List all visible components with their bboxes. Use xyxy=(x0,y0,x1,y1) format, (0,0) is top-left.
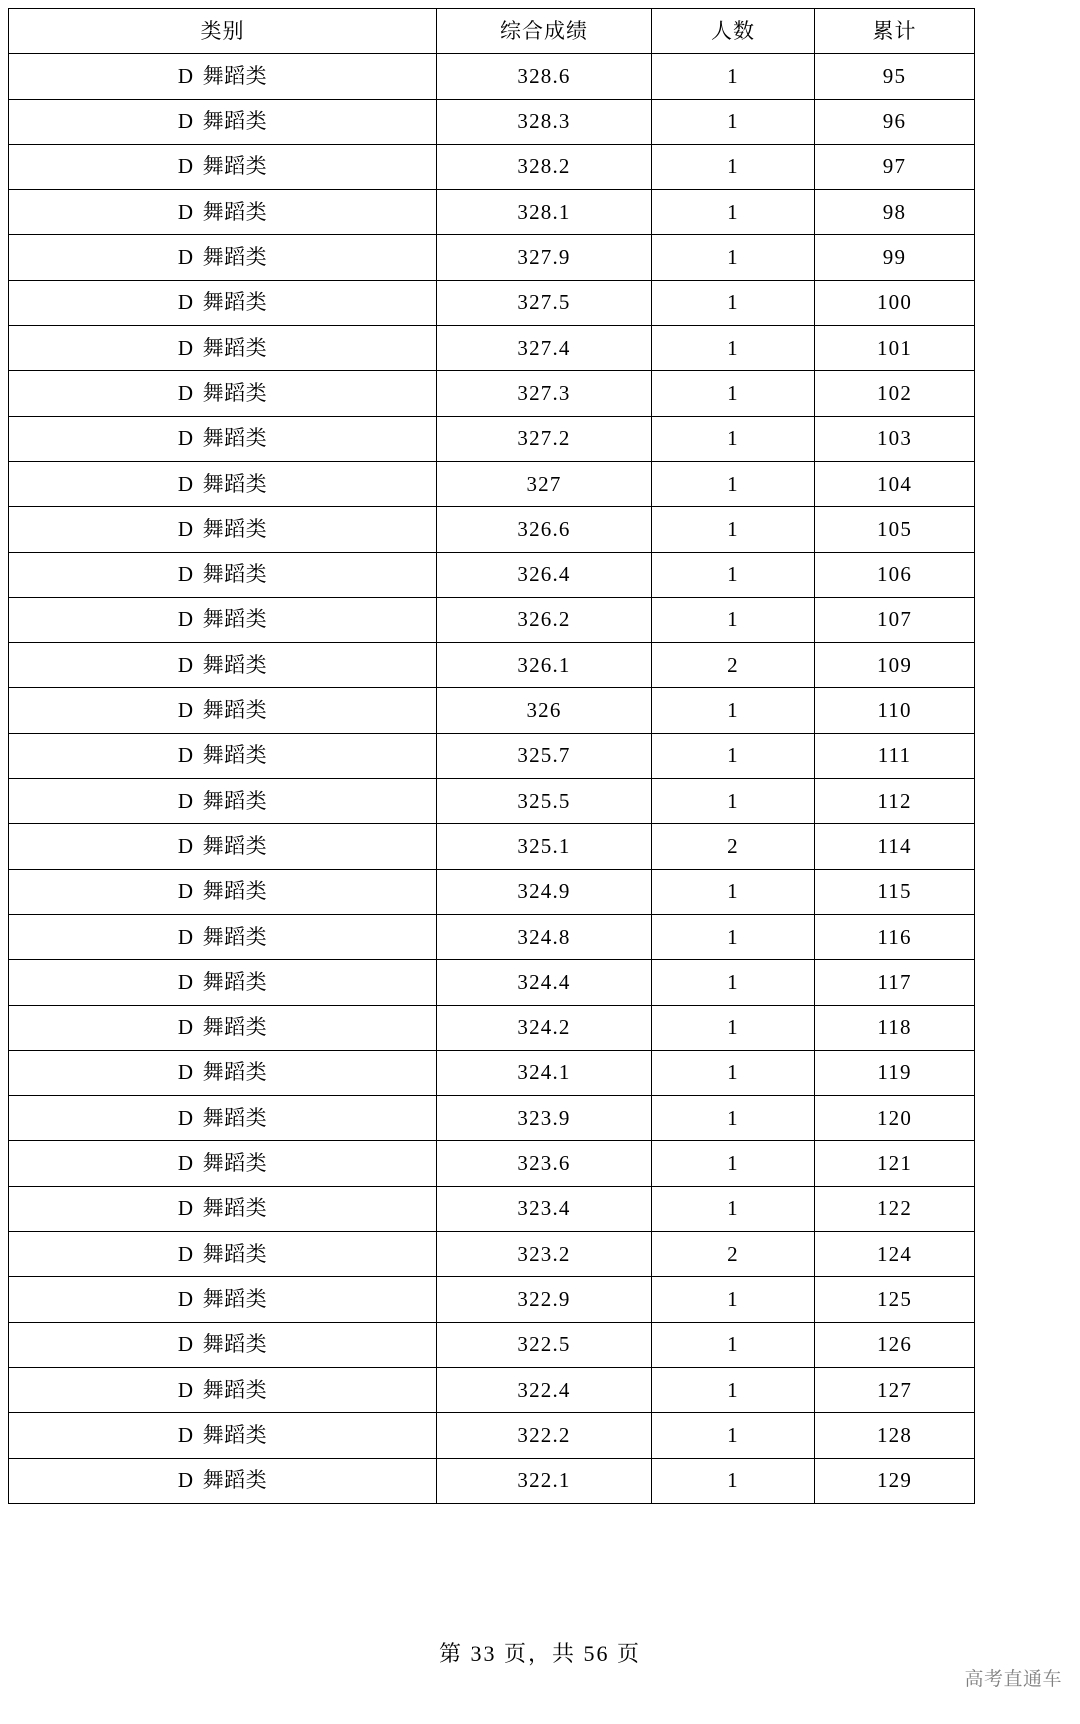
cell-score: 325.1 xyxy=(437,824,652,869)
cell-category xyxy=(9,1005,437,1050)
category-name: 舞蹈类 xyxy=(202,562,268,587)
cell-category xyxy=(9,507,437,552)
table-row xyxy=(9,1413,975,1458)
cell-count: 1 xyxy=(652,371,815,416)
cell-count: 1 xyxy=(652,1413,815,1458)
cell-category xyxy=(9,824,437,869)
cell-count: 1 xyxy=(652,99,815,144)
cell-cumulative: 107 xyxy=(815,597,975,642)
cell-cumulative: 115 xyxy=(815,869,975,914)
cell-count: 1 xyxy=(652,235,815,280)
category-prefix: D xyxy=(177,1286,194,1311)
category-prefix: D xyxy=(177,1377,194,1402)
category-prefix: D xyxy=(177,426,194,451)
cell-cumulative: 114 xyxy=(815,824,975,869)
category-prefix: D xyxy=(177,788,194,813)
cell-score: 322.4 xyxy=(437,1367,652,1412)
cell-score: 328.6 xyxy=(437,54,652,99)
category-prefix: D xyxy=(177,698,194,723)
cell-cumulative: 95 xyxy=(815,54,975,99)
cell-count: 1 xyxy=(652,869,815,914)
category-prefix: D xyxy=(177,833,194,858)
cell-score: 324.9 xyxy=(437,869,652,914)
cell-cumulative: 109 xyxy=(815,643,975,688)
table-row xyxy=(9,461,975,506)
cell-count: 1 xyxy=(652,1367,815,1412)
table-row xyxy=(9,1005,975,1050)
cell-cumulative: 117 xyxy=(815,960,975,1005)
category-name: 舞蹈类 xyxy=(202,607,268,632)
category-name: 舞蹈类 xyxy=(202,380,268,405)
cell-score: 322.5 xyxy=(437,1322,652,1367)
category-name: 舞蹈类 xyxy=(202,1196,268,1221)
cell-cumulative: 97 xyxy=(815,144,975,189)
cell-score: 322.1 xyxy=(437,1458,652,1503)
category-name: 舞蹈类 xyxy=(202,1060,268,1085)
table-row xyxy=(9,507,975,552)
page-footer: 第 33 页，共 56 页 xyxy=(438,1641,641,1666)
table-row xyxy=(9,326,975,371)
cell-score: 326 xyxy=(437,688,652,733)
cell-count: 1 xyxy=(652,1050,815,1095)
table-row xyxy=(9,1277,975,1322)
cell-category xyxy=(9,1096,437,1141)
category-name: 舞蹈类 xyxy=(202,969,268,994)
category-name: 舞蹈类 xyxy=(202,109,268,134)
table-row xyxy=(9,1322,975,1367)
cell-count: 1 xyxy=(652,1141,815,1186)
cell-cumulative: 121 xyxy=(815,1141,975,1186)
table-row xyxy=(9,416,975,461)
table-row xyxy=(9,1232,975,1277)
category-prefix: D xyxy=(177,652,194,677)
cell-count: 1 xyxy=(652,1458,815,1503)
table-header-row xyxy=(9,9,975,54)
category-prefix: D xyxy=(177,879,194,904)
category-prefix: D xyxy=(177,1015,194,1040)
cell-cumulative: 119 xyxy=(815,1050,975,1095)
category-prefix: D xyxy=(177,290,194,315)
category-name: 舞蹈类 xyxy=(202,743,268,768)
cell-cumulative: 122 xyxy=(815,1186,975,1231)
cell-category xyxy=(9,1367,437,1412)
cell-score: 323.6 xyxy=(437,1141,652,1186)
cell-cumulative: 127 xyxy=(815,1367,975,1412)
cell-cumulative: 99 xyxy=(815,235,975,280)
column-header-cumulative: 累计 xyxy=(815,9,975,54)
category-name: 舞蹈类 xyxy=(202,788,268,813)
cell-category xyxy=(9,643,437,688)
category-prefix: D xyxy=(177,199,194,224)
cell-cumulative: 111 xyxy=(815,733,975,778)
category-prefix: D xyxy=(177,516,194,541)
category-name: 舞蹈类 xyxy=(202,1241,268,1266)
category-prefix: D xyxy=(177,245,194,270)
category-prefix: D xyxy=(177,969,194,994)
cell-count: 1 xyxy=(652,688,815,733)
category-prefix: D xyxy=(177,607,194,632)
category-name: 舞蹈类 xyxy=(202,245,268,270)
category-prefix: D xyxy=(177,154,194,179)
cell-category xyxy=(9,416,437,461)
cell-cumulative: 110 xyxy=(815,688,975,733)
cell-category xyxy=(9,733,437,778)
category-prefix: D xyxy=(177,1468,194,1493)
table-row xyxy=(9,1367,975,1412)
table-row xyxy=(9,1096,975,1141)
category-name: 舞蹈类 xyxy=(202,652,268,677)
cell-count: 2 xyxy=(652,1232,815,1277)
table-row xyxy=(9,824,975,869)
cell-score: 328.2 xyxy=(437,144,652,189)
category-prefix: D xyxy=(177,335,194,360)
cell-cumulative: 118 xyxy=(815,1005,975,1050)
cell-category xyxy=(9,280,437,325)
category-name: 舞蹈类 xyxy=(202,1015,268,1040)
cell-cumulative: 101 xyxy=(815,326,975,371)
cell-cumulative: 120 xyxy=(815,1096,975,1141)
cell-category xyxy=(9,914,437,959)
cell-cumulative: 129 xyxy=(815,1458,975,1503)
category-prefix: D xyxy=(177,1060,194,1085)
category-name: 舞蹈类 xyxy=(202,1151,268,1176)
cell-cumulative: 96 xyxy=(815,99,975,144)
cell-cumulative: 105 xyxy=(815,507,975,552)
cell-cumulative: 106 xyxy=(815,552,975,597)
cell-count: 1 xyxy=(652,779,815,824)
cell-count: 1 xyxy=(652,1186,815,1231)
cell-count: 1 xyxy=(652,960,815,1005)
table-row xyxy=(9,144,975,189)
category-prefix: D xyxy=(177,1105,194,1130)
cell-cumulative: 112 xyxy=(815,779,975,824)
cell-score: 324.4 xyxy=(437,960,652,1005)
table-row xyxy=(9,1141,975,1186)
category-prefix: D xyxy=(177,1151,194,1176)
cell-category xyxy=(9,144,437,189)
score-distribution-table xyxy=(8,8,975,1504)
cell-category xyxy=(9,461,437,506)
cell-category xyxy=(9,597,437,642)
table-row xyxy=(9,235,975,280)
cell-count: 1 xyxy=(652,190,815,235)
table-row xyxy=(9,371,975,416)
table-row xyxy=(9,1050,975,1095)
category-name: 舞蹈类 xyxy=(202,698,268,723)
cell-cumulative: 116 xyxy=(815,914,975,959)
category-name: 舞蹈类 xyxy=(202,516,268,541)
category-prefix: D xyxy=(177,1332,194,1357)
category-name: 舞蹈类 xyxy=(202,833,268,858)
cell-score: 327.5 xyxy=(437,280,652,325)
category-name: 舞蹈类 xyxy=(202,471,268,496)
cell-category xyxy=(9,1141,437,1186)
category-name: 舞蹈类 xyxy=(202,1468,268,1493)
cell-score: 325.5 xyxy=(437,779,652,824)
cell-score: 323.4 xyxy=(437,1186,652,1231)
cell-count: 1 xyxy=(652,54,815,99)
cell-cumulative: 126 xyxy=(815,1322,975,1367)
category-name: 舞蹈类 xyxy=(202,1286,268,1311)
cell-count: 1 xyxy=(652,597,815,642)
cell-count: 1 xyxy=(652,326,815,371)
category-prefix: D xyxy=(177,562,194,587)
cell-score: 327 xyxy=(437,461,652,506)
category-name: 舞蹈类 xyxy=(202,879,268,904)
cell-score: 327.3 xyxy=(437,371,652,416)
category-prefix: D xyxy=(177,743,194,768)
cell-category xyxy=(9,1232,437,1277)
table-row xyxy=(9,688,975,733)
cell-cumulative: 100 xyxy=(815,280,975,325)
category-name: 舞蹈类 xyxy=(202,199,268,224)
cell-count: 1 xyxy=(652,733,815,778)
cell-category xyxy=(9,190,437,235)
cell-cumulative: 128 xyxy=(815,1413,975,1458)
cell-score: 322.2 xyxy=(437,1413,652,1458)
table-row xyxy=(9,733,975,778)
table-row xyxy=(9,597,975,642)
column-header-category: 类别 xyxy=(9,9,437,54)
cell-cumulative: 103 xyxy=(815,416,975,461)
category-name: 舞蹈类 xyxy=(202,154,268,179)
cell-score: 322.9 xyxy=(437,1277,652,1322)
cell-cumulative: 98 xyxy=(815,190,975,235)
cell-count: 1 xyxy=(652,914,815,959)
cell-count: 1 xyxy=(652,1277,815,1322)
cell-count: 1 xyxy=(652,144,815,189)
cell-count: 1 xyxy=(652,1005,815,1050)
cell-category xyxy=(9,326,437,371)
cell-category xyxy=(9,552,437,597)
table-row xyxy=(9,1458,975,1503)
table-row xyxy=(9,1186,975,1231)
cell-category xyxy=(9,99,437,144)
table-row xyxy=(9,280,975,325)
table-row xyxy=(9,960,975,1005)
category-name: 舞蹈类 xyxy=(202,1377,268,1402)
category-prefix: D xyxy=(177,924,194,949)
cell-count: 2 xyxy=(652,643,815,688)
cell-score: 326.2 xyxy=(437,597,652,642)
category-name: 舞蹈类 xyxy=(202,1332,268,1357)
table-row xyxy=(9,552,975,597)
category-prefix: D xyxy=(177,1196,194,1221)
cell-count: 1 xyxy=(652,1322,815,1367)
cell-count: 1 xyxy=(652,461,815,506)
watermark-label: 高考直通车 xyxy=(964,1669,1062,1690)
cell-category xyxy=(9,688,437,733)
cell-category xyxy=(9,869,437,914)
cell-score: 326.4 xyxy=(437,552,652,597)
cell-category xyxy=(9,54,437,99)
table-row xyxy=(9,54,975,99)
cell-score: 328.3 xyxy=(437,99,652,144)
cell-count: 1 xyxy=(652,552,815,597)
cell-category xyxy=(9,1277,437,1322)
cell-score: 324.8 xyxy=(437,914,652,959)
category-prefix: D xyxy=(177,63,194,88)
cell-score: 324.1 xyxy=(437,1050,652,1095)
category-name: 舞蹈类 xyxy=(202,1105,268,1130)
category-name: 舞蹈类 xyxy=(202,426,268,451)
category-prefix: D xyxy=(177,109,194,134)
column-header-score: 综合成绩 xyxy=(437,9,652,54)
cell-score: 326.1 xyxy=(437,643,652,688)
table-header xyxy=(9,9,975,54)
cell-score: 325.7 xyxy=(437,733,652,778)
cell-score: 324.2 xyxy=(437,1005,652,1050)
category-prefix: D xyxy=(177,471,194,496)
cell-count: 1 xyxy=(652,507,815,552)
cell-score: 326.6 xyxy=(437,507,652,552)
cell-cumulative: 102 xyxy=(815,371,975,416)
table-body xyxy=(9,54,975,1504)
cell-category xyxy=(9,1050,437,1095)
cell-count: 2 xyxy=(652,824,815,869)
table-row xyxy=(9,643,975,688)
category-name: 舞蹈类 xyxy=(202,924,268,949)
cell-cumulative: 125 xyxy=(815,1277,975,1322)
cell-score: 327.9 xyxy=(437,235,652,280)
cell-category xyxy=(9,1458,437,1503)
cell-count: 1 xyxy=(652,416,815,461)
category-prefix: D xyxy=(177,1422,194,1447)
cell-cumulative: 104 xyxy=(815,461,975,506)
category-prefix: D xyxy=(177,1241,194,1266)
cell-cumulative: 124 xyxy=(815,1232,975,1277)
cell-score: 323.2 xyxy=(437,1232,652,1277)
cell-category xyxy=(9,1322,437,1367)
cell-score: 327.4 xyxy=(437,326,652,371)
category-name: 舞蹈类 xyxy=(202,63,268,88)
cell-category xyxy=(9,779,437,824)
category-name: 舞蹈类 xyxy=(202,290,268,315)
cell-category xyxy=(9,960,437,1005)
table-row xyxy=(9,779,975,824)
category-prefix: D xyxy=(177,380,194,405)
category-name: 舞蹈类 xyxy=(202,335,268,360)
cell-category xyxy=(9,371,437,416)
cell-count: 1 xyxy=(652,280,815,325)
cell-category xyxy=(9,1186,437,1231)
cell-score: 323.9 xyxy=(437,1096,652,1141)
cell-category xyxy=(9,235,437,280)
cell-score: 327.2 xyxy=(437,416,652,461)
table-row xyxy=(9,914,975,959)
table-row xyxy=(9,99,975,144)
cell-category xyxy=(9,1413,437,1458)
cell-score: 328.1 xyxy=(437,190,652,235)
category-name: 舞蹈类 xyxy=(202,1422,268,1447)
cell-count: 1 xyxy=(652,1096,815,1141)
table-row xyxy=(9,869,975,914)
table-row xyxy=(9,190,975,235)
column-header-count: 人数 xyxy=(652,9,815,54)
